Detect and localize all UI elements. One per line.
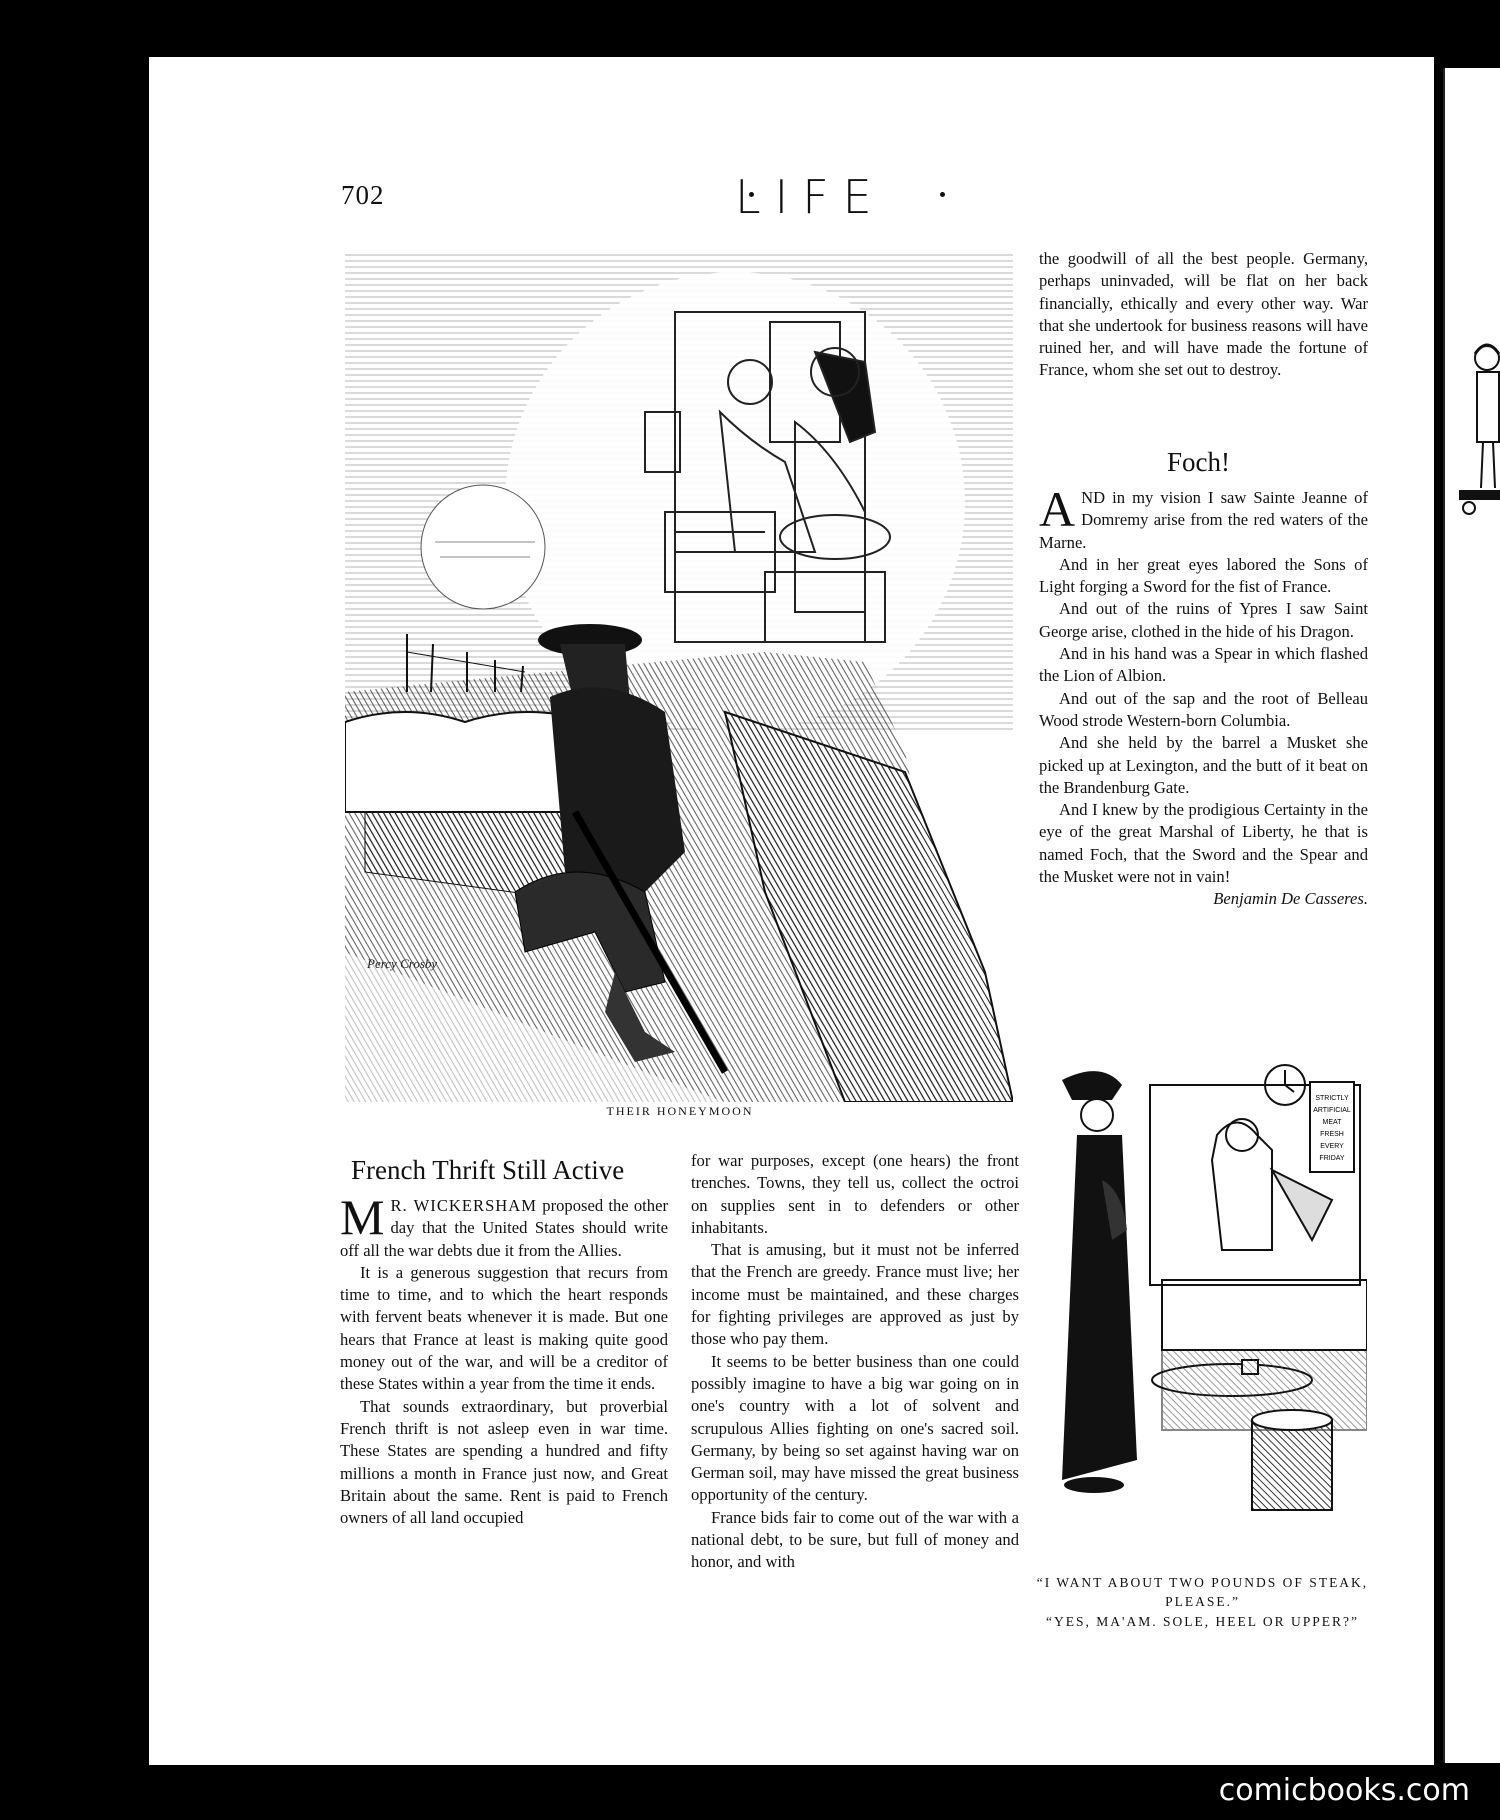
sign-line: STRICTLY <box>1315 1095 1349 1102</box>
masthead-dot-right <box>940 192 945 197</box>
thrift-column-2 <box>691 1150 1019 1574</box>
sign-line: MEAT <box>1322 1119 1342 1126</box>
thrift-paragraph: France bids fair to come out of the war with a national debt, to be sure, but full of money and honor, and with <box>691 1507 1019 1572</box>
foch-paragraph: And out of the ruins of Ypres I saw Saint George arise, clothed in the hide of his Dragon. <box>1039 599 1368 641</box>
sign-line: FRIDAY <box>1319 1155 1345 1162</box>
thrift-first-smallcaps: R. WICKERSHAM <box>390 1196 538 1215</box>
thrift-first-text: proposed the other day that the United States should write off all the war debts due it from the Allies. <box>340 1196 668 1260</box>
foch-first-paragraph <box>1039 481 1368 554</box>
foch-poem-column <box>1039 481 1368 911</box>
thrift-title: French Thrift Still Active <box>351 1155 625 1185</box>
illustration-caption: THEIR HONEYMOON <box>606 1104 754 1118</box>
cartoon-caption-2: “YES, MA'AM. SOLE, HEEL OR UPPER?” <box>1046 1614 1359 1629</box>
thrift-column-2-lead: for war purposes, except (one hears) the front trenches. Towns, they tell us, collect the octroi on supplies sent in to defenders or other inhabitants. <box>691 1151 1019 1237</box>
sign-line: FRESH <box>1320 1131 1344 1138</box>
artist-signature: Percy Crosby <box>367 956 438 971</box>
thrift-paragraph: It seems to be better business than one could possibly imagine to have a big war going on in one's country with a lot of solvent and scrupulous Allies fighting on one's sacred soil. Germany, by being so set against having war on German soil, may have missed the great business opportunity of the century. <box>691 1351 1019 1505</box>
thrift-column-1 <box>340 1189 668 1529</box>
site-watermark: comicbooks.com <box>1218 1773 1470 1808</box>
continuation-paragraph: the goodwill of all the best people. Germany, perhaps uninvaded, will be flat on her back financially, ethically and every other way. War that she undertook for business reasons will have ruined her, and will have made the fortune of France, whom she set out to destroy. <box>1039 249 1368 380</box>
thrift-dropcap: M <box>340 1189 385 1245</box>
foch-author: Benjamin De Casseres. <box>1213 889 1368 909</box>
masthead: LIFE <box>735 170 886 224</box>
sign-line: EVERY <box>1320 1143 1344 1150</box>
thrift-first-paragraph <box>340 1189 668 1262</box>
page-number: 702 <box>341 180 385 210</box>
thrift-paragraph: That sounds extraordinary, but proverbial French thrift is not asleep even in war time. These States are spending a hundred and fifty millions a month in France just now, and Great Britain about the same. Rent is paid to French owners of all land occupied <box>340 1396 668 1528</box>
sign-line: ARTIFICIAL <box>1313 1107 1351 1114</box>
next-page-edge <box>1443 68 1500 1763</box>
butcher-shop-cartoon <box>1042 1040 1367 1565</box>
foch-title: Foch! <box>1167 447 1230 477</box>
foch-dropcap: A <box>1039 481 1076 537</box>
their-honeymoon-illustration <box>345 252 1013 1102</box>
foch-continuation-column <box>1039 248 1368 382</box>
next-page-figure-sketch <box>1445 328 1500 528</box>
thrift-paragraph: It is a generous suggestion that recurs from time to time, and to which the heart responds with fervent beats whenever it is made. But one hears that France at least is making quite good money out of the war, and will be a creditor of these States within a year from the time it ends. <box>340 1262 668 1394</box>
foch-first-text: ND in my vision I saw Sainte Jeanne of Domremy arise from the red waters of the Marne. <box>1039 488 1368 552</box>
foch-paragraph: And in her great eyes labored the Sons of Light forging a Sword for the fist of France. <box>1039 554 1368 597</box>
woman-customer-figure <box>1062 1071 1137 1493</box>
thrift-paragraph: That is amusing, but it must not be inferred that the French are greedy. France must live; her income must be maintained, and these charges for fighting privileges are approved as just by those who pay them. <box>691 1240 1019 1349</box>
cartoon-caption-1: “I WANT ABOUT TWO POUNDS OF STEAK, PLEASE.” <box>1036 1575 1369 1609</box>
foch-paragraph: And I knew by the prodigious Certainty in the eye of the great Marshal of Liberty, he that is named Foch, that the Sword and the Spear and the Musket were not in vain! <box>1039 800 1368 887</box>
foch-paragraph: And in his hand was a Spear in which flashed the Lion of Albion. <box>1039 644 1368 686</box>
foch-paragraph: And she held by the barrel a Musket she picked up at Lexington, and the butt of it beat on the Brandenburg Gate. <box>1039 733 1368 797</box>
foch-paragraph: And out of the sap and the root of Belleau Wood strode Western-born Columbia. <box>1039 688 1368 730</box>
